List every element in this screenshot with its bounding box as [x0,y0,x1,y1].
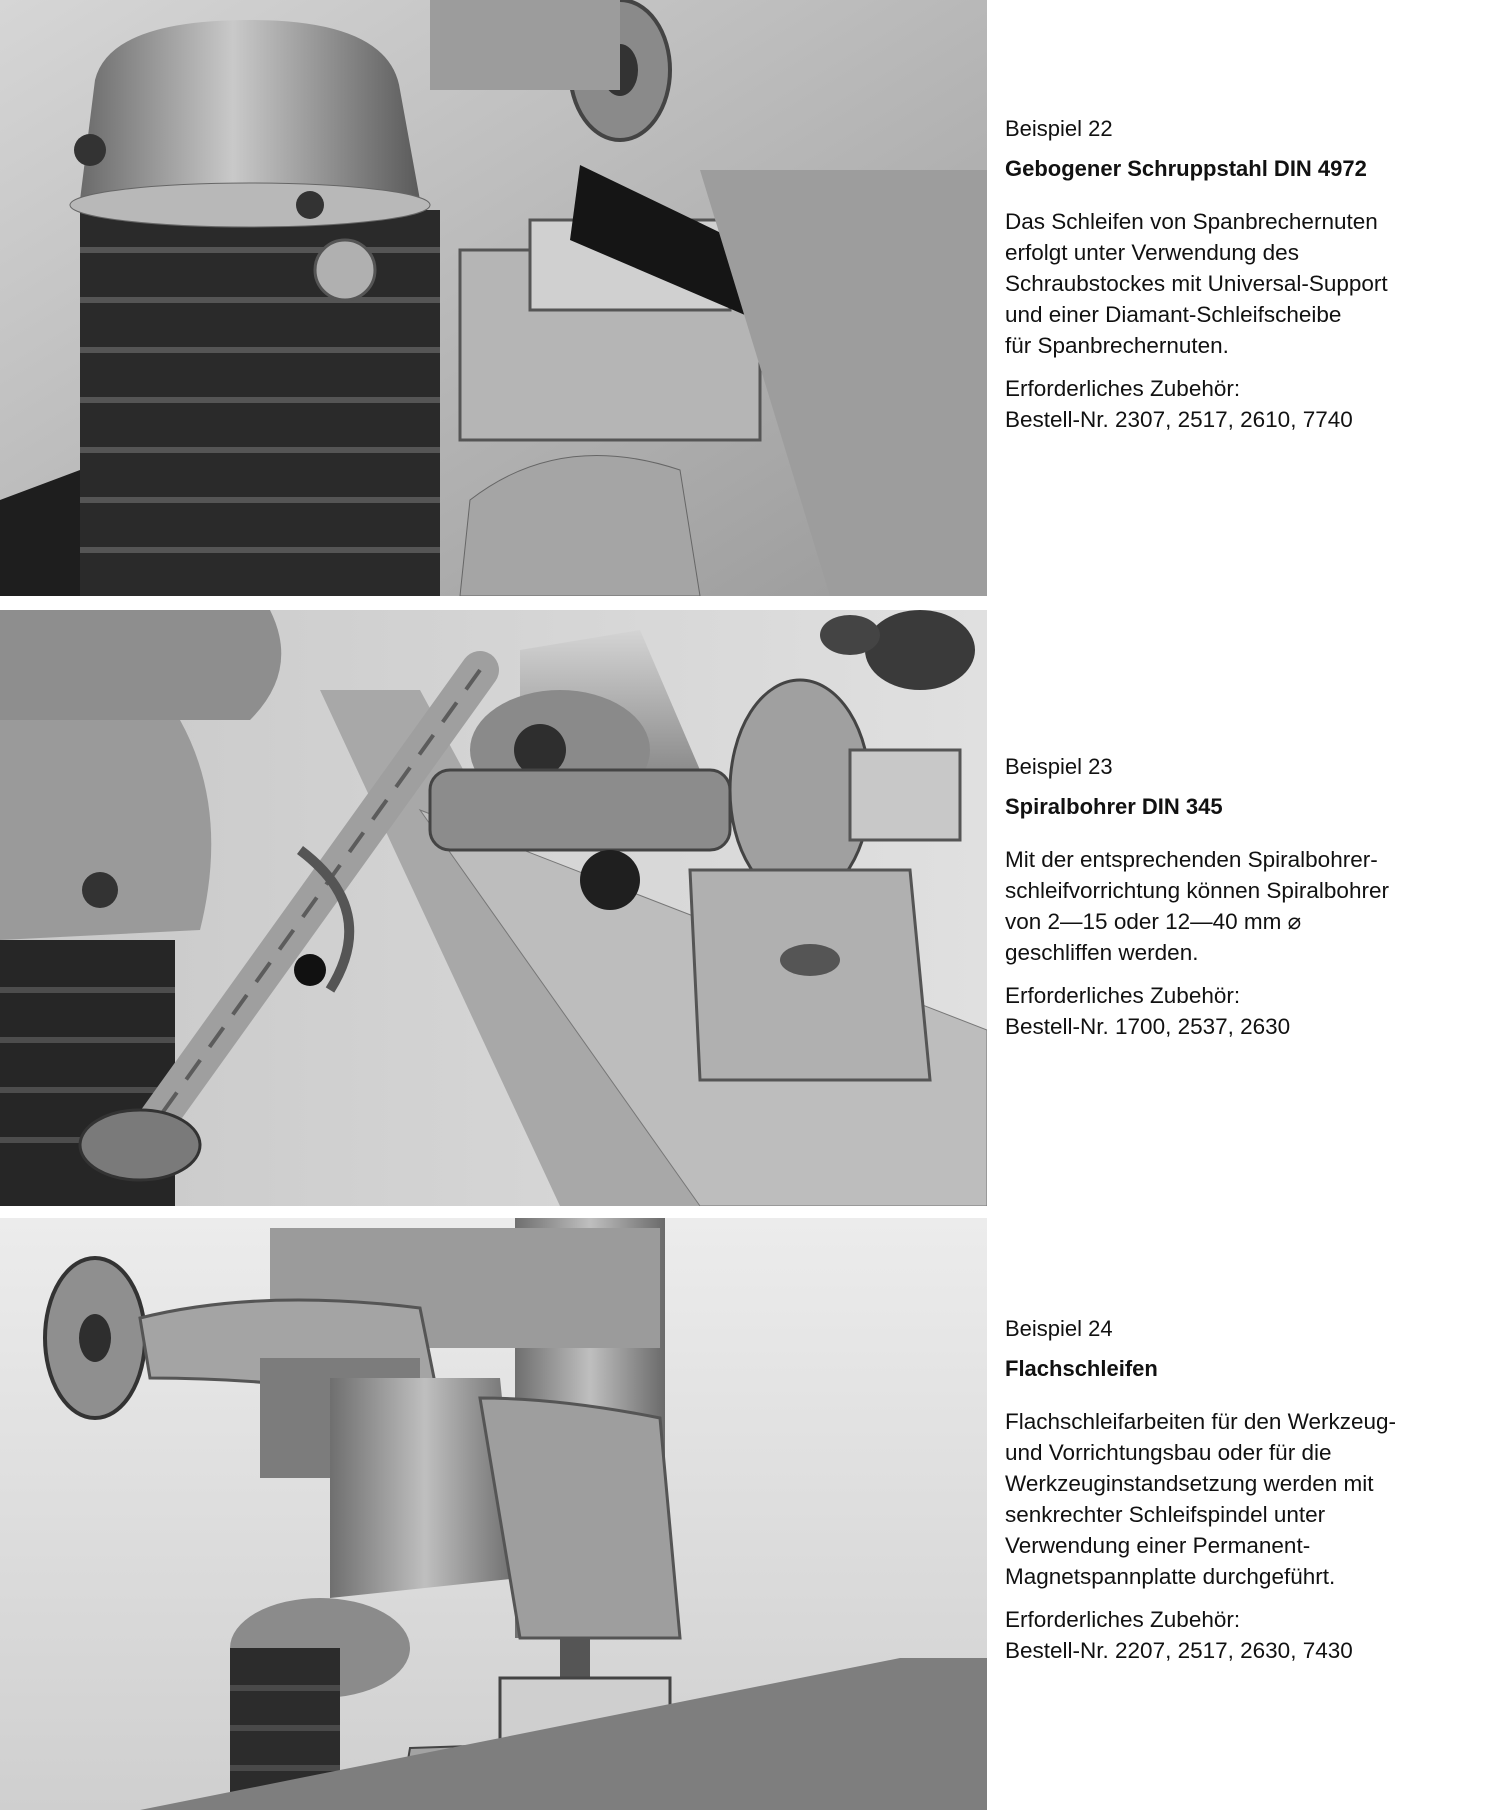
accessories-label: Erforderliches Zubehör: [1005,376,1241,401]
accessories [1005,373,1485,435]
photo-example-24 [0,1218,987,1810]
example-title: Flachschleifen [1005,1356,1158,1381]
caption-example-24 [1005,1314,1485,1666]
description-line: erfolgt unter Verwendung des [1005,240,1299,265]
photo-example-23 [0,610,987,1206]
description-line: von 2—15 oder 12—40 mm ⌀ [1005,909,1302,934]
description-line: senkrechter Schleifspindel unter [1005,1502,1326,1527]
grinding-machine-photo-23 [0,610,987,1206]
example-title: Spiralbohrer DIN 345 [1005,794,1223,819]
description-line: geschliffen werden. [1005,940,1199,965]
description-line: und einer Diamant-Schleifscheibe [1005,302,1342,327]
description-line: Flachschleifarbeiten für den Werkzeug- [1005,1409,1397,1434]
example-number: Beispiel 22 [1005,116,1113,141]
accessories-label: Erforderliches Zubehör: [1005,983,1241,1008]
grinding-machine-photo-22 [0,0,987,596]
order-numbers: Bestell-Nr. 2307, 2517, 2610, 7740 [1005,407,1353,432]
description-line: und Vorrichtungsbau oder für die [1005,1440,1332,1465]
example-description [1005,844,1485,968]
order-numbers: Bestell-Nr. 1700, 2537, 2630 [1005,1014,1291,1039]
description-line: Mit der entsprechenden Spiralbohrer- [1005,847,1378,872]
example-description [1005,206,1485,361]
description-line: Werkzeuginstandsetzung werden mit [1005,1471,1374,1496]
example-number: Beispiel 23 [1005,754,1113,779]
grinding-machine-photo-24 [0,1218,987,1810]
description-line: Verwendung einer Permanent- [1005,1533,1311,1558]
description-line: Schraubstockes mit Universal-Support [1005,271,1388,296]
description-line: für Spanbrechernuten. [1005,333,1229,358]
example-description [1005,1406,1485,1592]
accessories [1005,1604,1485,1666]
accessories [1005,980,1485,1042]
photo-example-22 [0,0,987,596]
accessories-label: Erforderliches Zubehör: [1005,1607,1241,1632]
description-line: schleifvorrichtung können Spiralbohrer [1005,878,1389,903]
description-line: Magnetspannplatte durchgeführt. [1005,1564,1336,1589]
caption-example-23 [1005,752,1485,1042]
example-number: Beispiel 24 [1005,1316,1113,1341]
description-line: Das Schleifen von Spanbrechernuten [1005,209,1378,234]
order-numbers: Bestell-Nr. 2207, 2517, 2630, 7430 [1005,1638,1353,1663]
example-title: Gebogener Schruppstahl DIN 4972 [1005,156,1367,181]
caption-example-22 [1005,114,1485,435]
